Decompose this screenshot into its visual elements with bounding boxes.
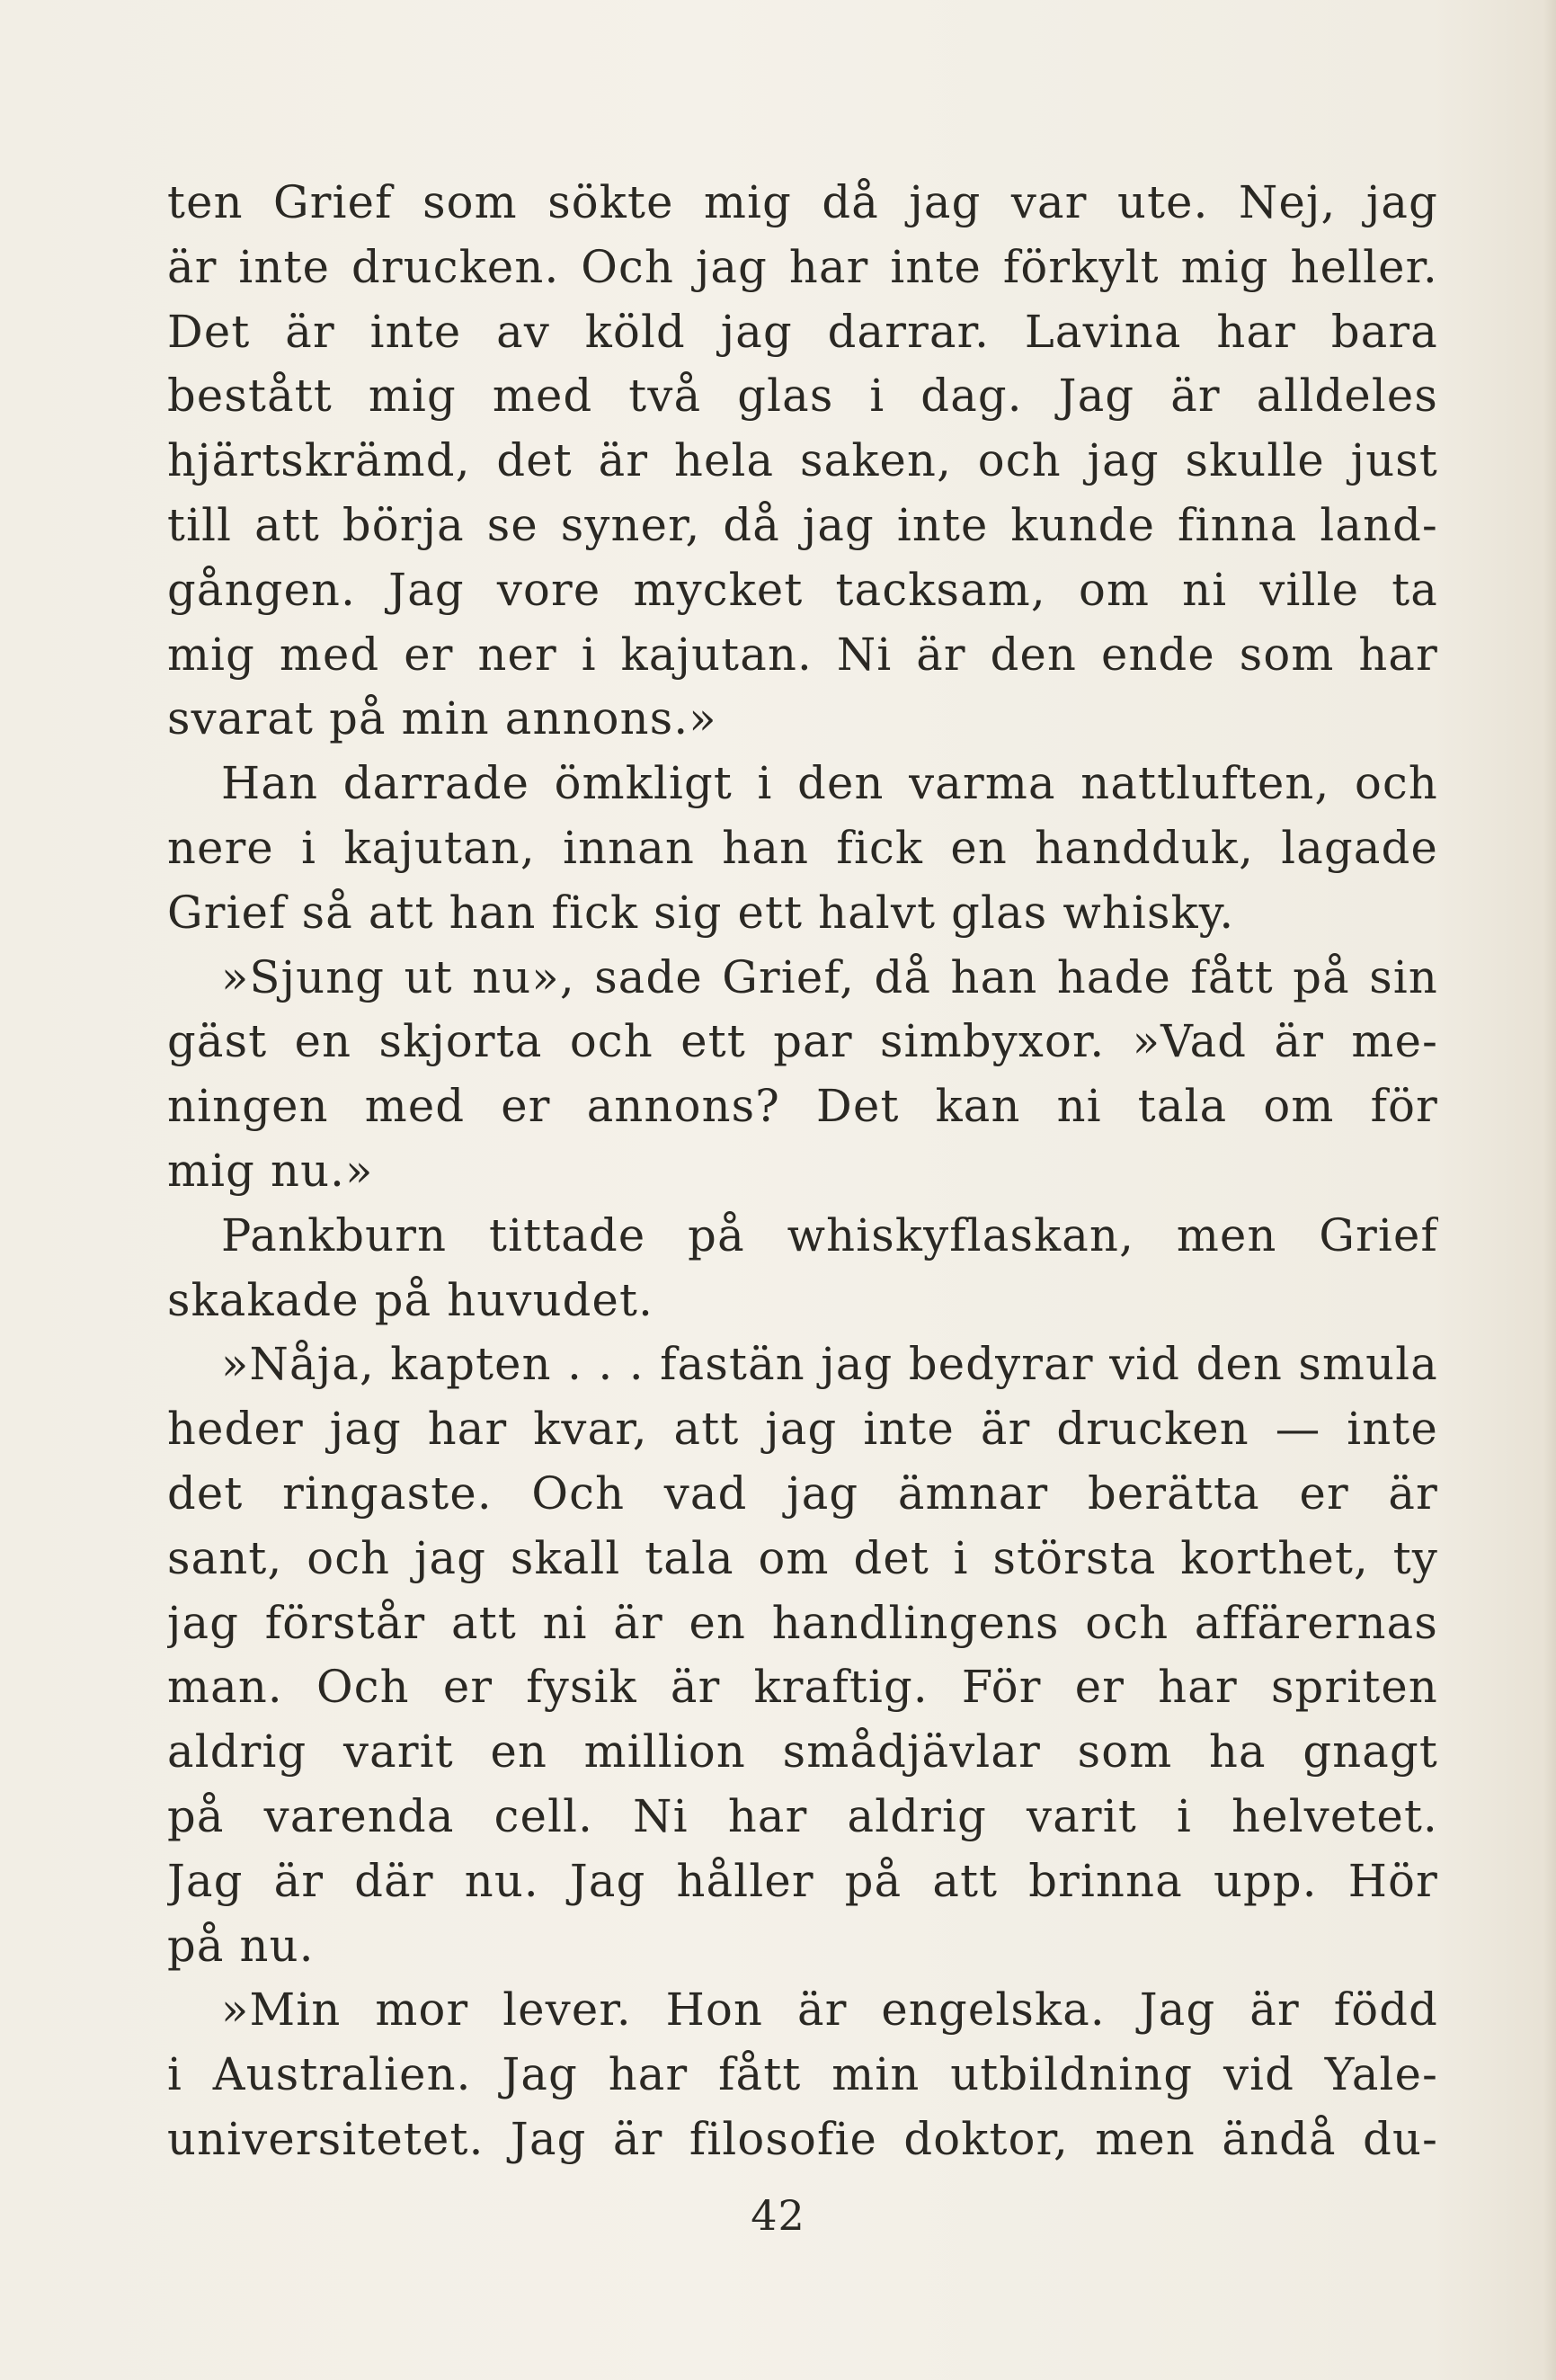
text-line: Jag är där nu. Jag håller på att brinna upp. Hör [167,1854,1438,1907]
text-line: mig nu.» [167,1144,374,1197]
text-line: till att börja se syner, då jag inte kunde finna land- [167,498,1438,551]
text-line: aldrig varit en million smådjävlar som ha gnagt [167,1725,1438,1778]
text-line: universitetet. Jag är filosofie doktor, men ändå du- [167,2112,1438,2165]
text-line: man. Och er fysik är kraftig. För er har spriten [167,1661,1438,1714]
text-line: på nu. [167,1919,315,1972]
text-line: svarat på min annons.» [167,692,717,745]
text-line: mig med er ner i kajutan. Ni är den ende som har [167,628,1438,681]
text-line: Det är inte av köld jag darrar. Lavina har bara [167,305,1438,358]
text-line: är inte drucken. Och jag har inte förkylt mig heller. [167,240,1438,293]
text-line: skakade på huvudet. [167,1273,654,1326]
text-line: heder jag har kvar, att jag inte är drucken — inte [167,1403,1438,1456]
text-line: i Australien. Jag har fått min utbildning vid Yale- [167,2048,1438,2101]
body-text [167,171,1438,2172]
text-line: det ringaste. Och vad jag ämnar berätta er är [167,1466,1438,1520]
page-number: 42 [751,2191,805,2240]
text-line: »Nåja, kapten . . . fastän jag bedyrar vid den smula [221,1338,1438,1391]
text-line: bestått mig med två glas i dag. Jag är alldeles [167,370,1438,423]
text-line: nere i kajutan, innan han fick en handduk, lagade [167,821,1438,874]
text-line: hjärtskrämd, det är hela saken, och jag skulle just [167,434,1438,487]
text-line: Grief så att han fick sig ett halvt glas whisky. [167,886,1235,939]
text-line: Pankburn tittade på whiskyflaskan, men Grief [221,1208,1438,1261]
text-line: sant, och jag skall tala om det i största korthet, ty [167,1531,1438,1584]
text-line: jag förstår att ni är en handlingens och affärernas [167,1596,1438,1649]
text-line: Han darrade ömkligt i den varma nattluften, och [221,757,1438,810]
text-line: ningen med er annons? Det kan ni tala om för [167,1080,1438,1133]
text-line: gäst en skjorta och ett par simbyxor. »Vad är me- [167,1015,1438,1068]
text-line: »Min mor lever. Hon är engelska. Jag är född [221,1983,1438,2037]
page-edge-shadow [1543,0,1556,2380]
text-line: gången. Jag vore mycket tacksam, om ni ville ta [167,563,1438,616]
text-line: på varenda cell. Ni har aldrig varit i helvetet. [167,1789,1438,1842]
text-line: ten Grief som sökte mig då jag var ute. Nej, jag [167,176,1438,228]
text-line: »Sjung ut nu», sade Grief, då han hade fått på sin [221,950,1438,1003]
